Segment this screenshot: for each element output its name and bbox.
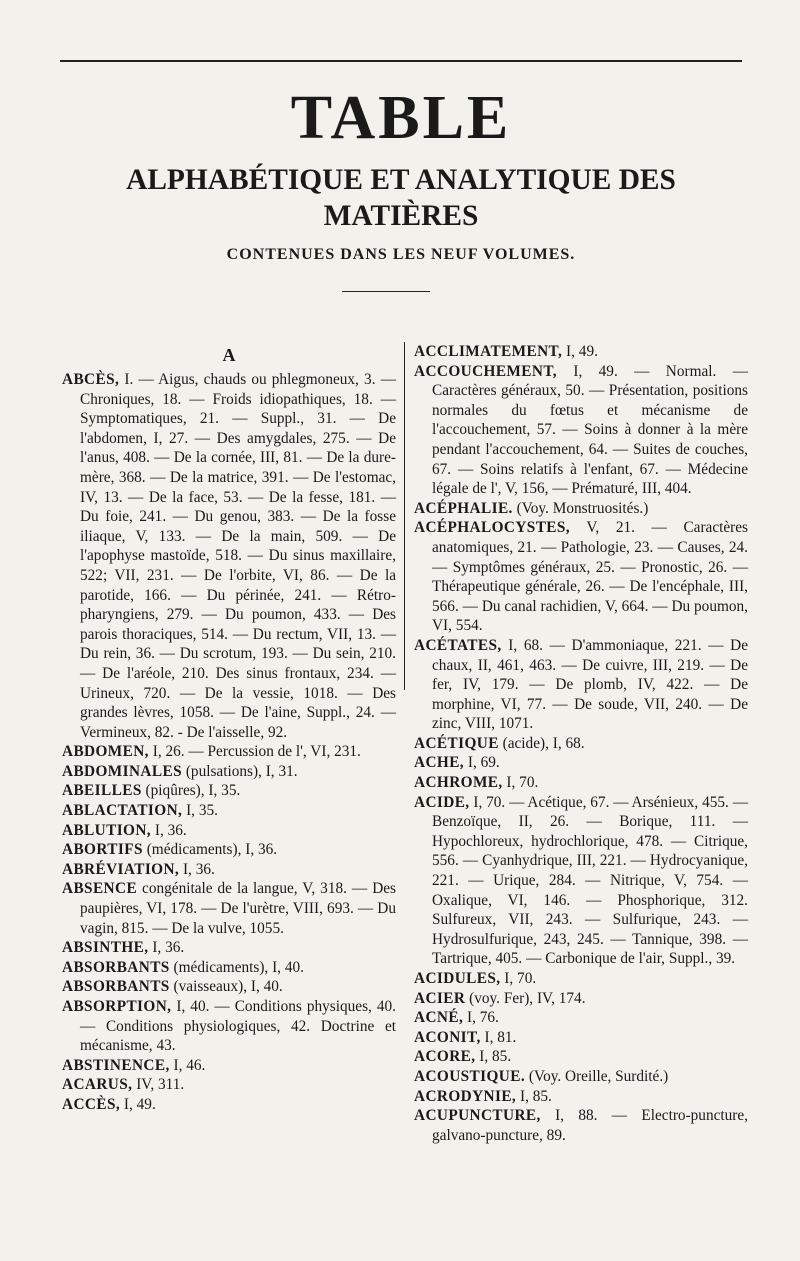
index-entry bbox=[62, 742, 396, 762]
entry-text: I, 81. bbox=[480, 1028, 517, 1046]
title-divider bbox=[342, 291, 430, 292]
entry-text: I, 70. bbox=[502, 774, 539, 792]
index-entry bbox=[62, 781, 396, 801]
index-entry bbox=[414, 793, 748, 969]
entry-headword: ACONIT, bbox=[414, 1028, 481, 1046]
left-column bbox=[62, 342, 396, 1115]
entry-headword: ACHE, bbox=[414, 754, 465, 772]
entry-text: I, 85. bbox=[475, 1048, 512, 1066]
index-entry bbox=[414, 753, 748, 773]
entry-headword: ABSORBANTS bbox=[62, 978, 170, 996]
entry-headword: ACIER bbox=[414, 989, 466, 1007]
entry-headword: ACOUSTIQUE. bbox=[414, 1067, 526, 1085]
index-entry bbox=[62, 840, 396, 860]
entry-headword: ACRODYNIE, bbox=[414, 1087, 517, 1105]
page-subtitle-2: CONTENUES DANS LES NEUF VOLUMES. bbox=[226, 246, 576, 263]
entry-headword: ABSINTHE, bbox=[62, 939, 149, 957]
entry-headword: ABSTINENCE, bbox=[62, 1056, 170, 1074]
index-entry bbox=[62, 958, 396, 978]
entry-headword: ACUPUNCTURE, bbox=[414, 1107, 541, 1125]
index-entry bbox=[62, 860, 396, 880]
entry-text: congénitale de la langue, V, 318. — Des paupières, VI, 178. — De l'urètre, VIII, 693. — Du vagin, 815. — De la vulve, 1055. bbox=[80, 880, 396, 937]
entry-text: (vaisseaux), I, 40. bbox=[169, 978, 283, 996]
entry-text: (voy. Fer), IV, 174. bbox=[465, 989, 586, 1007]
entry-text: I, 70. bbox=[500, 970, 537, 987]
title-block bbox=[60, 86, 742, 266]
entry-text: I, 88. — Electro-puncture, galvano-puncture, 89. bbox=[432, 1107, 748, 1144]
entry-headword: ABCÈS, bbox=[62, 371, 120, 388]
entry-text: I, 49. — Normal. — Caractères généraux, 50. — Présentation, positions normales du fœtus et mécanisme de l'accouchement, 57. — Soins à donner à la mère pendant l'accouchement, 64. — Suites de couches, 67. — Soins relatifs à l'enfant, 67. — Médecine légale de l', V, 156, — Prématuré, III, 404. bbox=[432, 362, 748, 498]
index-entry bbox=[414, 969, 748, 989]
index-entry bbox=[62, 879, 396, 938]
entry-text: (Voy. Oreille, Surdité.) bbox=[525, 1067, 669, 1085]
entry-text: I, 68. — D'ammoniaque, 221. — De chaux, II, 461, 463. — De cuivre, III, 219. — De fer, IV, 179. — De plomb, IV, 422. — De morphine, VI, 77. — De soude, VII, 240. — De zinc, VIII, 1071. bbox=[432, 636, 748, 733]
entry-text: I, 76. bbox=[463, 1009, 499, 1027]
entry-text: (médicaments), I, 40. bbox=[169, 958, 304, 976]
entry-text: I, 49. bbox=[562, 343, 598, 360]
index-entry bbox=[62, 977, 396, 997]
entry-text: I, 46. bbox=[169, 1056, 206, 1074]
index-entry bbox=[62, 1056, 396, 1076]
index-entry bbox=[414, 1047, 748, 1067]
entry-headword: ACCÈS, bbox=[62, 1095, 121, 1113]
entry-text: (pulsations), I, 31. bbox=[182, 762, 298, 780]
index-entry bbox=[62, 1095, 396, 1115]
entry-text: (acide), I, 68. bbox=[498, 734, 585, 752]
index-entry bbox=[414, 989, 748, 1009]
index-entry bbox=[414, 1028, 748, 1048]
entry-text: I, 40. — Conditions physiques, 40. — Conditions physiologiques, 42. Doctrine et mécanisme, 43. bbox=[80, 998, 396, 1055]
entry-headword: ABORTIFS bbox=[62, 841, 143, 859]
entry-text: I, 49. bbox=[120, 1095, 156, 1113]
entry-headword: ABSORPTION, bbox=[62, 998, 172, 1015]
entry-text: (Voy. Monstruosités.) bbox=[512, 499, 649, 517]
index-entry bbox=[414, 773, 748, 793]
entry-headword: ABDOMINALES bbox=[62, 762, 182, 780]
index-entry bbox=[414, 636, 748, 734]
entry-headword: ACIDE, bbox=[414, 793, 470, 811]
entry-headword: ABSENCE bbox=[62, 880, 138, 898]
index-entry bbox=[62, 801, 396, 821]
entry-headword: ABLACTATION, bbox=[62, 802, 183, 820]
entry-text: IV, 311. bbox=[132, 1076, 185, 1094]
entry-headword: ACARUS, bbox=[62, 1076, 133, 1094]
entry-headword: ACNÉ, bbox=[414, 1009, 464, 1027]
entry-headword: ACORE, bbox=[414, 1048, 476, 1066]
entry-text: I, 35. bbox=[182, 802, 218, 820]
index-entry bbox=[414, 1008, 748, 1028]
entry-headword: ABLUTION, bbox=[62, 821, 152, 839]
entry-text: (médicaments), I, 36. bbox=[142, 841, 278, 859]
entry-headword: ACÉPHALIE. bbox=[414, 499, 513, 517]
index-entry bbox=[414, 1106, 748, 1145]
entry-text: I, 36. bbox=[148, 939, 185, 957]
section-letter: A bbox=[222, 345, 236, 365]
entry-text: I, 70. — Acétique, 67. — Arsénieux, 455. — Benzoïque, II, 26. — Borique, 111. — Hypochloreux, hydrochlorique, 478. — Citrique, 556. — Cyanhydrique, III, 221. — Hydrocyanique, 221. — Urique, 284. — Nitrique, V, 754. — Oxalique, VI, 146. — Phosphorique, 312. Sulfureux, VII, 243. — Sulfurique, 243. — Hydrosulfurique, 243, 245. — Tannique, 398. — Tartrique, 405. — Carbonique de l'air, Suppl., 39. bbox=[432, 793, 748, 968]
entry-text: I, 85. bbox=[516, 1087, 552, 1105]
index-entry bbox=[62, 821, 396, 841]
entry-headword: ABSORBANTS bbox=[62, 958, 170, 976]
index-entry bbox=[414, 362, 748, 499]
entry-headword: ACÉTATES, bbox=[414, 636, 502, 654]
index-entry bbox=[62, 997, 396, 1056]
page-title: TABLE bbox=[290, 84, 512, 152]
right-column bbox=[414, 342, 748, 1145]
entry-headword: ACCLIMATEMENT, bbox=[414, 343, 563, 360]
entry-text: I, 69. bbox=[464, 754, 500, 772]
entry-text: V, 21. — Caractères anatomiques, 21. — Pathologie, 23. — Causes, 24. — Symptômes généraux, 25. — Pronostic, 26. — Thérapeutique générale, 26. — De l'encéphale, III, 566. — Du canal rachidien, V, 664. — Du poumon, VI, 554. bbox=[432, 519, 748, 635]
index-entry bbox=[414, 518, 748, 636]
top-rule bbox=[60, 60, 742, 62]
index-entry bbox=[62, 1075, 396, 1095]
entry-text: I. — Aigus, chauds ou phlegmoneux, 3. — Chroniques, 18. — Froids idiopathiques, 18. — Symptomatiques, 21. — Suppl., 31. — De l'abdomen, I, 27. — Des amygdales, 275. — De l'anus, 408. — De la cornée, III, 81. — De la dure-mère, 368. — De la matrice, 391. — De l'estomac, IV, 13. — De la face, 53. — De la fesse, 181. — Du foie, 241. — Du genou, 383. — De la fosse iliaque, V, 133. — De la main, 509. — De l'apophyse mastoïde, 518. — Du sinus maxillaire, 522; VII, 231. — De l'orbite, VI, 86. — De la parotide, 166. — Du périnée, 241. — Rétro-pharyngiens, 279. — Du poumon, 433. — Des parois thoraciques, 514. — Du rectum, VII, 13. — Du rein, 36. — Du scrotum, 193. — Du sein, 210. — De l'aréole, 210. Des sinus frontaux, 234. — Urineux, 720. — De la vessie, 1018. — Des grandes lèvres, 1058. — De l'aine, Suppl., 24. — Vermineux, 82. - De l'aisselle, 92. bbox=[80, 371, 396, 741]
page-subtitle: ALPHABÉTIQUE ET ANALYTIQUE DES MATIÈRES bbox=[126, 163, 676, 232]
index-entry bbox=[414, 734, 748, 754]
entry-headword: ABRÉVIATION, bbox=[62, 860, 180, 878]
index-entry bbox=[414, 1087, 748, 1107]
index-entry bbox=[62, 762, 396, 782]
entry-headword: ACHROME, bbox=[414, 774, 503, 792]
column-divider bbox=[404, 342, 405, 690]
entry-text: I, 36. bbox=[151, 821, 187, 839]
index-entry bbox=[62, 938, 396, 958]
entry-headword: ACÉTIQUE bbox=[414, 734, 499, 752]
entry-text: (piqûres), I, 35. bbox=[141, 782, 241, 800]
entry-headword: ACÉPHALOCYSTES, bbox=[414, 519, 571, 537]
index-entry bbox=[414, 499, 748, 519]
entry-headword: ABDOMEN, bbox=[62, 743, 149, 761]
entry-headword: ACIDULES, bbox=[414, 970, 501, 987]
index-entry bbox=[414, 342, 748, 362]
entry-headword: ACCOUCHEMENT, bbox=[414, 362, 558, 380]
entry-text: I, 26. — Percussion de l', VI, 231. bbox=[148, 743, 361, 761]
index-entry bbox=[414, 1067, 748, 1087]
entry-text: I, 36. bbox=[179, 860, 215, 878]
entry-headword: ABEILLES bbox=[62, 782, 142, 800]
index-entry bbox=[62, 370, 396, 742]
